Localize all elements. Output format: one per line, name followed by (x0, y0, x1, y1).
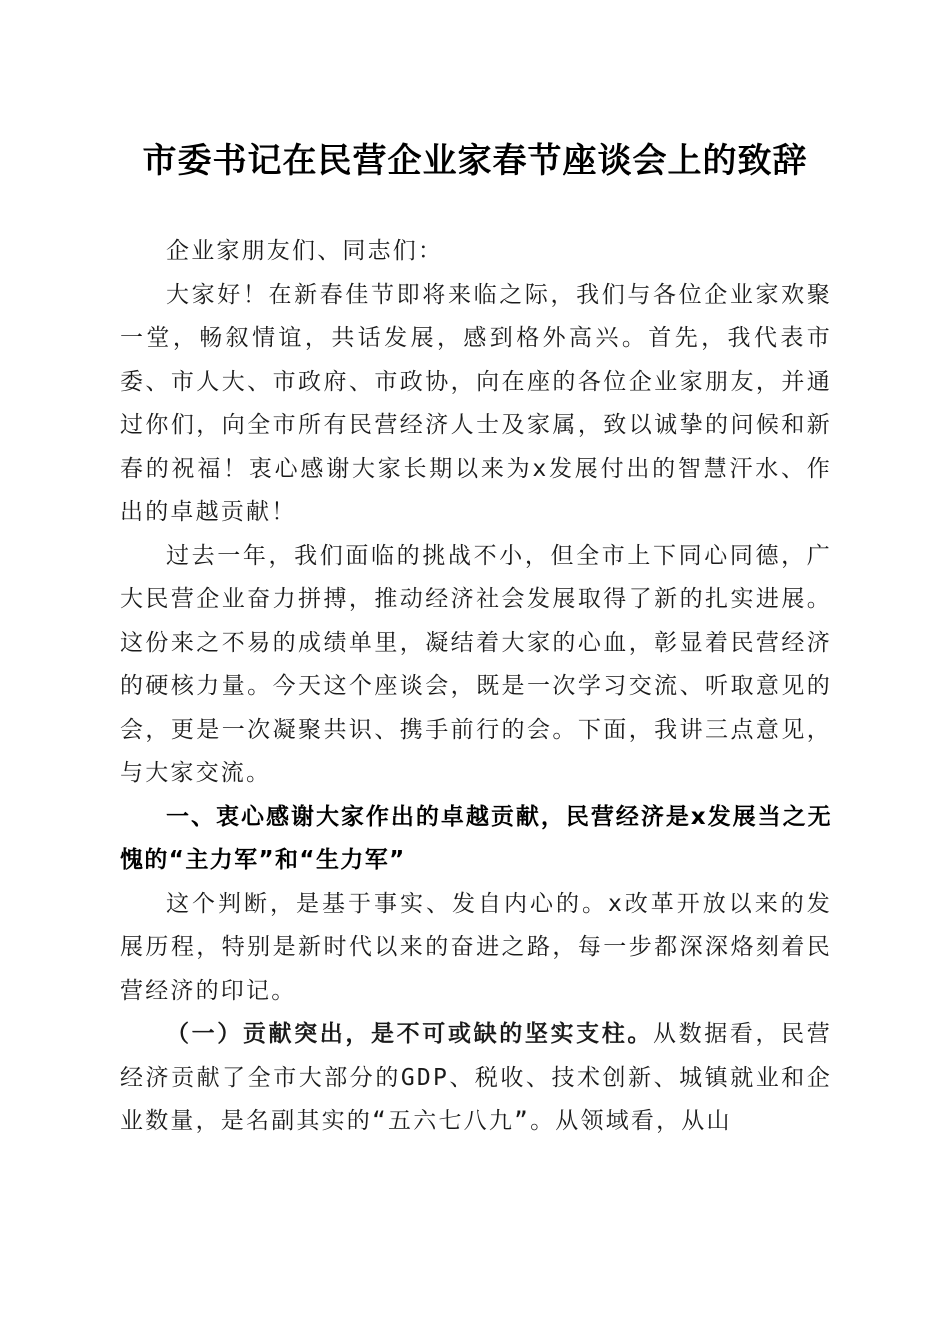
section-heading-1: 一、衷心感谢大家作出的卓越贡献，民营经济是x发展当之无愧的“主力军”和“生力军” (120, 803, 832, 873)
paragraph-greeting: 大家好！在新春佳节即将来临之际，我们与各位企业家欢聚一堂，畅叙情谊，共话发展，感到格外高兴。首先，我代表市委、市人大、市政府、市政协，向在座的各位企业家朋友，并通过你们，向全市所有民营经济人士及家属，致以诚挚的问候和新春的祝福！衷心感谢大家长期以来为x发展付出的智慧汗水、作出的卓越贡献！ (120, 281, 832, 525)
paragraph-review: 过去一年，我们面临的挑战不小，但全市上下同心同德，广大民营企业奋力拼搏，推动经济社会发展取得了新的扎实进展。这份来之不易的成绩单里，凝结着大家的心血，彰显着民营经济的硬核力量。今天这个座谈会，既是一次学习交流、听取意见的会，更是一次凝聚共识、携手前行的会。下面，我讲三点意见，与大家交流。 (120, 542, 832, 786)
page-title: 市委书记在民营企业家春节座谈会上的致辞 (142, 141, 808, 181)
paragraph-subsection-1 (120, 1013, 832, 1144)
document-body (120, 230, 832, 1144)
paragraph-section-1: 这个判断，是基于事实、发自内心的。x改革开放以来的发展历程，特别是新时代以来的奋进之路，每一步都深深烙刻着民营经济的印记。 (120, 890, 832, 1004)
salutation: 企业家朋友们、同志们： (166, 238, 444, 264)
subsection-heading-1: （一）贡献突出，是不可或缺的坚实支柱。 (166, 1021, 653, 1047)
subsection-text-1: 从数据看，民营经济贡献了全市大部分的GDP、税收、技术创新、城镇就业和企业数量，是名副其实的“五六七八九”。从领域看，从山 (120, 1021, 832, 1134)
